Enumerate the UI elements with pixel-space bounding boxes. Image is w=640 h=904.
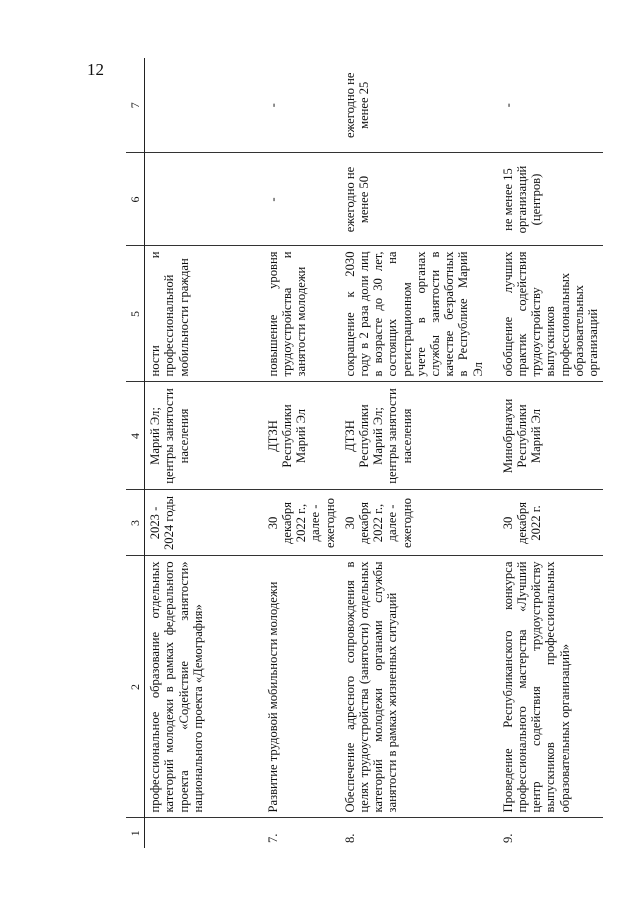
result-cell: сокращение к 2030 году в 2 раза доли лиц в возрасте до 30 лет, состоящих на регистрационном учете в органах службы занятости в качестве безработных в Республике Марий Эл <box>340 246 498 382</box>
header-col-5: 5 <box>126 246 145 382</box>
responsible-cell: ДТЗН Республики Марий Эл; центры занятости населения <box>340 382 498 490</box>
row-number <box>145 818 263 848</box>
indicator-7-cell: - <box>498 58 603 153</box>
table-row <box>340 58 498 848</box>
header-row <box>126 58 145 848</box>
responsible-cell: Марий Эл; центры занятости населения <box>145 382 263 490</box>
measure-cell: Обеспечение адресного сопровождения в целях трудоустройства (занятости) отдельных категорий молодежи органами службы занятости в рамках жизненных ситуаций <box>340 556 498 818</box>
indicator-7-cell <box>145 58 263 153</box>
measure-cell: профессиональное образование отдельных категорий молодежи в рамках федерального проекта «Содействие занятости» национального проекта «Демография» <box>145 556 263 818</box>
deadline-cell: 2023 - 2024 годы <box>145 490 263 556</box>
deadline-cell: 30 декабря 2022 г. <box>498 490 603 556</box>
header-col-4: 4 <box>126 382 145 490</box>
header-col-2: 2 <box>126 556 145 818</box>
table-row <box>498 58 603 848</box>
deadline-cell: 30 декабря 2022 г., далее - ежегодно <box>340 490 498 556</box>
indicator-7-cell: - <box>263 58 340 153</box>
table-row <box>145 58 263 848</box>
header-col-1: 1 <box>126 818 145 848</box>
result-cell: повышение уровня трудоустройства и занятости молодежи <box>263 246 340 382</box>
row-number: 7. <box>265 833 280 843</box>
responsible-cell: Минобрнауки Республики Марий Эл <box>498 382 603 490</box>
indicator-6-cell: ежегодно не менее 50 <box>340 153 498 246</box>
indicator-6-cell <box>145 153 263 246</box>
indicator-7-cell: ежегодно не менее 25 <box>340 58 498 153</box>
header-col-6: 6 <box>126 153 145 246</box>
result-cell: обобщение лучших практик содействия трудоустройству выпускников профессиональных образовательных организаций <box>498 246 603 382</box>
header-col-3: 3 <box>126 490 145 556</box>
row-number: 9. <box>500 833 515 843</box>
table-row <box>263 58 340 848</box>
measures-table <box>126 58 603 848</box>
indicator-6-cell: не менее 15 организаций (центров) <box>498 153 603 246</box>
responsible-cell: ДТЗН Республики Марий Эл <box>263 382 340 490</box>
measure-cell: Развитие трудовой мобильности молодежи <box>263 556 340 818</box>
header-col-7: 7 <box>126 58 145 153</box>
deadline-cell: 30 декабря 2022 г., далее - ежегодно <box>263 490 340 556</box>
rotated-table-container <box>126 58 606 848</box>
indicator-6-cell: - <box>263 153 340 246</box>
result-cell: ности и профессиональной мобильности граждан <box>145 246 263 382</box>
row-number: 8. <box>342 833 357 843</box>
measure-cell: Проведение Республиканского конкурса профессионального мастерства «Лучший центр содействия трудоустройству выпускников профессиональных образовательных организаций» <box>498 556 603 818</box>
page-number: 12 <box>87 60 104 79</box>
